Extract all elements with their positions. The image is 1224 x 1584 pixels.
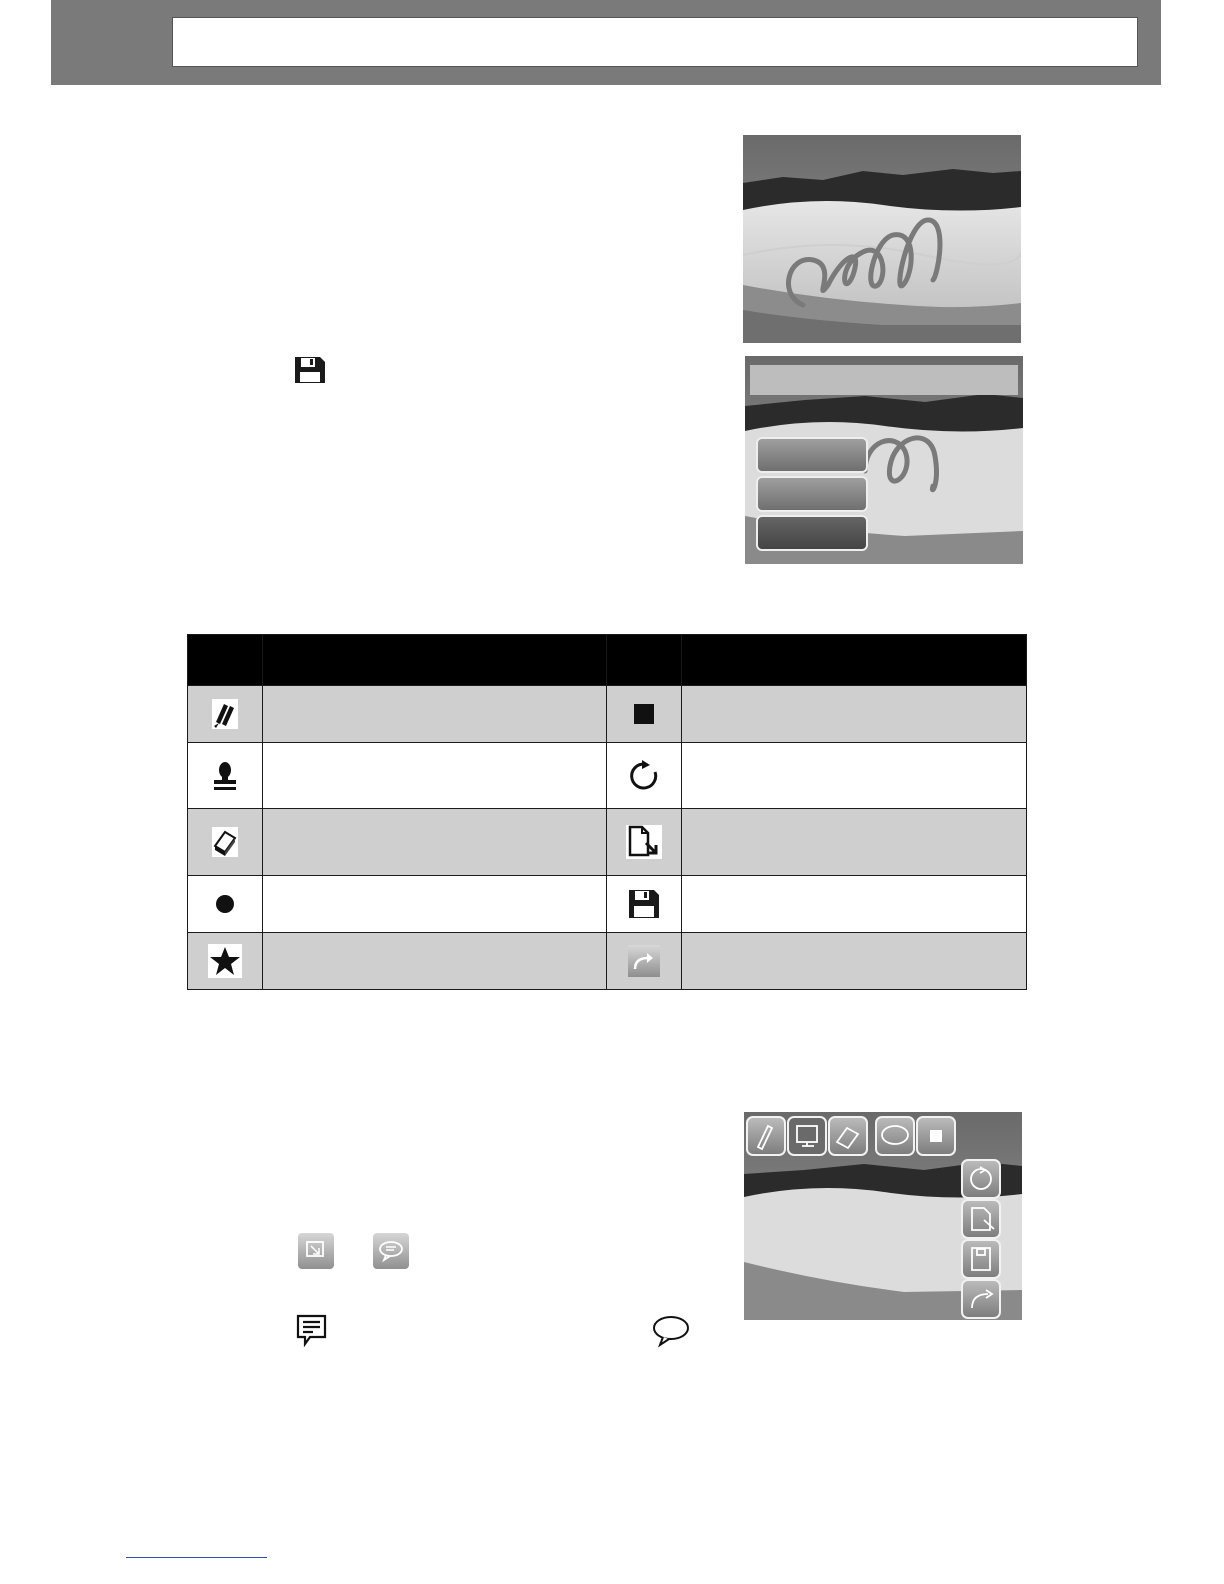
save-dialog-screenshot [745,356,1023,564]
save-icon [294,356,326,389]
table-cell [682,809,1027,876]
square-icon [607,686,682,743]
save-icon [607,876,682,933]
table-cell [263,743,607,809]
tool-icon-table [187,634,1027,990]
table-row [188,809,1027,876]
table-row [188,743,1027,809]
rotate-icon [607,743,682,809]
table-cell [682,686,1027,743]
drawing-preview-screenshot [743,135,1021,343]
table-cell [682,933,1027,990]
table-cell [263,809,607,876]
table-header-row [188,635,1027,686]
table-cell [682,743,1027,809]
table-header-cell [607,635,682,686]
table-header-cell [263,635,607,686]
comment-icon [372,1232,410,1275]
pencil-icon [188,686,263,743]
table-header-cell [682,635,1027,686]
table-cell [263,686,607,743]
page-header-bar [51,0,1161,85]
page-title-box [172,17,1138,67]
table-cell [263,876,607,933]
table-cell [682,876,1027,933]
star-icon [188,933,263,990]
balloon-icon [651,1314,691,1353]
redo-icon [607,933,682,990]
dot-icon [188,876,263,933]
table-row [188,686,1027,743]
stamp-icon [188,743,263,809]
eraser-icon [188,809,263,876]
text-icon [296,1314,328,1353]
table-header-cell [188,635,263,686]
table-row [188,876,1027,933]
footer-rule [126,1557,267,1558]
table-cell [263,933,607,990]
table-row [188,933,1027,990]
file-import-icon [607,809,682,876]
toolbar-preview-screenshot [744,1112,1022,1320]
frame-icon [297,1232,335,1275]
